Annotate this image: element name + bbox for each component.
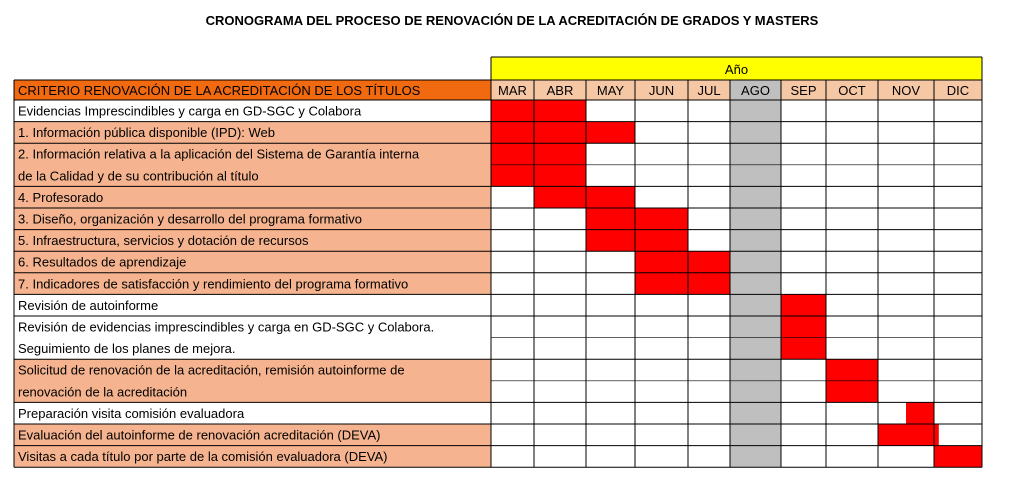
month-label-abr: ABR [546, 83, 574, 98]
activity-bar [491, 122, 635, 144]
criterion-label: Revisión de evidencias imprescindibles y carga en GD-SGC y Colabora. [18, 319, 435, 335]
month-label-sep: SEP [790, 83, 817, 98]
criterion-label: de la Calidad y de su contribución al título [18, 168, 259, 184]
activity-bar [906, 402, 934, 424]
month-label-mar: MAR [498, 83, 527, 98]
criterion-label: Evidencias Imprescindibles y carga en GD-SGC y Colabora [18, 103, 362, 119]
month-label-jun: JUN [648, 83, 675, 98]
criterion-label: Revisión de autoinforme [18, 297, 159, 313]
page-title: CRONOGRAMA DEL PROCESO DE RENOVACIÓN DE LA ACREDITACIÓN DE GRADOS Y MASTERS [205, 13, 819, 28]
year-label: Año [724, 62, 749, 77]
month-label-dic: DIC [946, 83, 970, 98]
criterion-label: Preparación visita comisión evaluadora [18, 405, 245, 421]
activity-bar [491, 100, 586, 122]
activity-bar [534, 186, 635, 208]
month-label-oct: OCT [838, 83, 866, 98]
criterion-label: 2. Información relativa a la aplicación del Sistema de Garantía interna [18, 146, 420, 162]
activity-bar [586, 230, 688, 252]
criterion-label: 6. Resultados de aprendizaje [18, 254, 187, 270]
criterion-label: 5. Infraestructura, servicios y dotación de recursos [18, 233, 309, 249]
activity-bar [635, 273, 730, 295]
criterion-label: Solicitud de renovación de la acreditación, remisión autoinforme de [18, 362, 405, 378]
activity-bar [781, 294, 826, 316]
criterion-label: Seguimiento de los planes de mejora. [18, 341, 236, 357]
month-label-jul: JUL [697, 83, 721, 98]
activity-bar [934, 446, 982, 468]
criterion-label: 1. Información pública disponible (IPD): Web [18, 125, 275, 141]
month-label-nov: NOV [891, 83, 921, 98]
activity-bar [586, 208, 688, 230]
criterion-label: 4. Profesorado [18, 189, 104, 205]
activity-bar [635, 251, 730, 273]
criteria-header-label: CRITERIO RENOVACIÓN DE LA ACREDITACIÓN DE LOS TÍTULOS [18, 83, 421, 98]
month-label-may: MAY [596, 83, 625, 98]
criterion-label: Visitas a cada título por parte de la comisión evaluadora (DEVA) [18, 449, 388, 465]
month-label-ago: AGO [741, 83, 770, 98]
activity-bar [878, 424, 939, 446]
august-column [730, 100, 781, 467]
criterion-label: 7. Indicadores de satisfacción y rendimiento del programa formativo [18, 276, 409, 292]
criterion-label: Evaluación del autoinforme de renovación acreditación (DEVA) [18, 427, 381, 443]
criterion-label: renovación de la acreditación [18, 384, 188, 400]
criterion-label: 3. Diseño, organización y desarrollo del programa formativo [18, 211, 362, 227]
